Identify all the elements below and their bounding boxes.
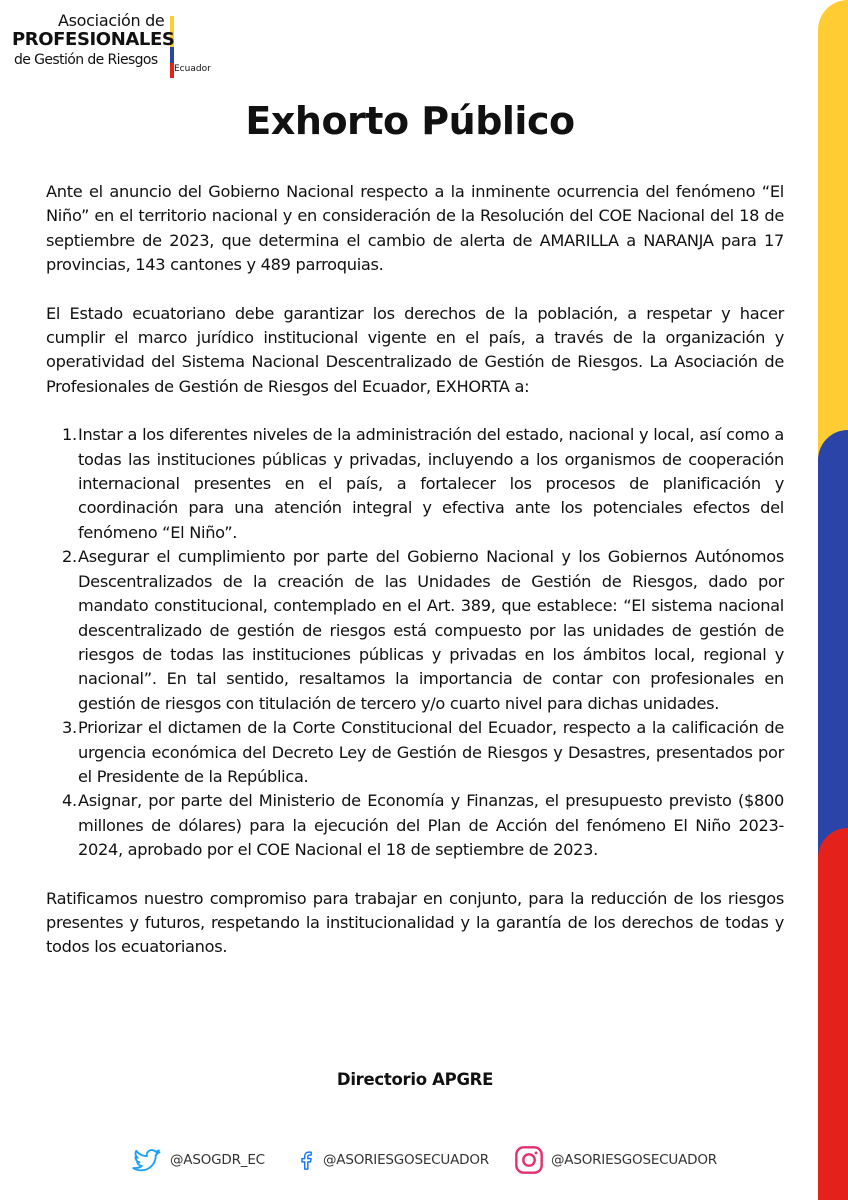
twitter-handle: @ASOGDR_EC <box>170 1152 265 1168</box>
list-item-number: 3. <box>62 718 77 738</box>
facebook-icon <box>295 1144 317 1176</box>
list-item-text: Priorizar el dictamen de la Corte Constitucional del Ecuador, respecto a la calificación de urgencia económica del Decreto Ley de Gestión de Riesgos y Desastres, presentados por el Presidente de la República. <box>78 718 784 786</box>
second-paragraph: El Estado ecuatoriano debe garantizar los derechos de la población, a respetar y hacer cumplir el marco jurídico institucional vigente en el país, a través de la organización y operatividad del Sistema Nacional Descentralizado de Gestión de Riesgos. La Asociación de Profesionales de Gestión de Riesgos del Ecuador, EXHORTA a: <box>46 303 784 396</box>
document-body <box>46 180 784 960</box>
list-item <box>46 423 784 545</box>
closing-paragraph: Ratificamos nuestro compromiso para trabajar en conjunto, para la reducción de los riesgos presentes y futuros, respetando la institucionalidad y la garantía de los derechos de todas y todos los ecuatorianos. <box>46 888 784 957</box>
flag-stripe-red <box>818 828 848 1200</box>
social-facebook[interactable] <box>295 1140 489 1180</box>
flag-stripe-decoration <box>818 0 848 1200</box>
social-links <box>130 1140 770 1180</box>
logo-line-3: de Gestión de Riesgos <box>14 52 158 68</box>
list-item-number: 4. <box>62 791 77 811</box>
list-item-number: 2. <box>62 547 77 567</box>
list-item-number: 1. <box>62 425 77 445</box>
list-item-text: Asegurar el cumplimiento por parte del Gobierno Nacional y los Gobiernos Autónomos Descentralizados de la creación de las Unidades de Gestión de Riesgos, dado por mandato constitucional, contemplado en el Art. 389, que establece: “El sistema nacional descentralizado de gestión de riesgos está compuesto por las unidades de gestión de riesgos de todas las instituciones públicas y privadas en los ámbitos local, regional y nacional”. En tal sentido, resaltamos la importancia de contar con profesionales en gestión de riesgos con titulación de tercero y/o cuarto nivel para dichas unidades. <box>78 547 784 713</box>
list-item <box>46 789 784 862</box>
list-item-text: Instar a los diferentes niveles de la administración del estado, nacional y local, así como a todas las instituciones públicas y privadas, incluyendo a los organismos de cooperación internacional presentes en el país, a fortalecer los procesos de planificación y coordinación para una atención integral y efectiva ante los potenciales efectos del fenómeno “El Niño”. <box>78 425 784 542</box>
flag-stripe-yellow <box>818 0 848 480</box>
signature: Directorio APGRE <box>336 1070 494 1089</box>
flag-stripe-blue <box>818 430 848 860</box>
social-twitter[interactable] <box>130 1140 265 1180</box>
instagram-icon <box>513 1144 545 1176</box>
twitter-icon <box>130 1145 164 1175</box>
intro-paragraph: Ante el anuncio del Gobierno Nacional respecto a la inminente ocurrencia del fenómeno “El Niño” en el territorio nacional y en consideración de la Resolución del COE Nacional del 18 de septiembre de 2023, que determina el cambio de alerta de AMARILLA a NARANJA para 17 provincias, 143 cantones y 489 parroquias. <box>46 182 784 275</box>
document-title: Exhorto Público <box>245 99 575 143</box>
social-instagram[interactable] <box>513 1140 717 1180</box>
instagram-handle: @ASORIESGOSECUADOR <box>551 1152 717 1168</box>
logo-country: Ecuador <box>174 64 211 74</box>
list-item <box>46 716 784 789</box>
logo-line-1: Asociación de <box>58 11 165 30</box>
exhortation-list <box>46 423 784 862</box>
list-item-text: Asignar, por parte del Ministerio de Economía y Finanzas, el presupuesto previsto ($800 millones de dólares) para la ejecución del Plan de Acción del fenómeno El Niño 2023-2024, aprobado por el COE Nacional el 18 de septiembre de 2023. <box>78 791 784 860</box>
list-item <box>46 545 784 716</box>
logo-line-2: PROFESIONALES <box>12 29 175 50</box>
facebook-handle: @ASORIESGOSECUADOR <box>323 1152 489 1168</box>
apgre-logo <box>12 12 232 78</box>
